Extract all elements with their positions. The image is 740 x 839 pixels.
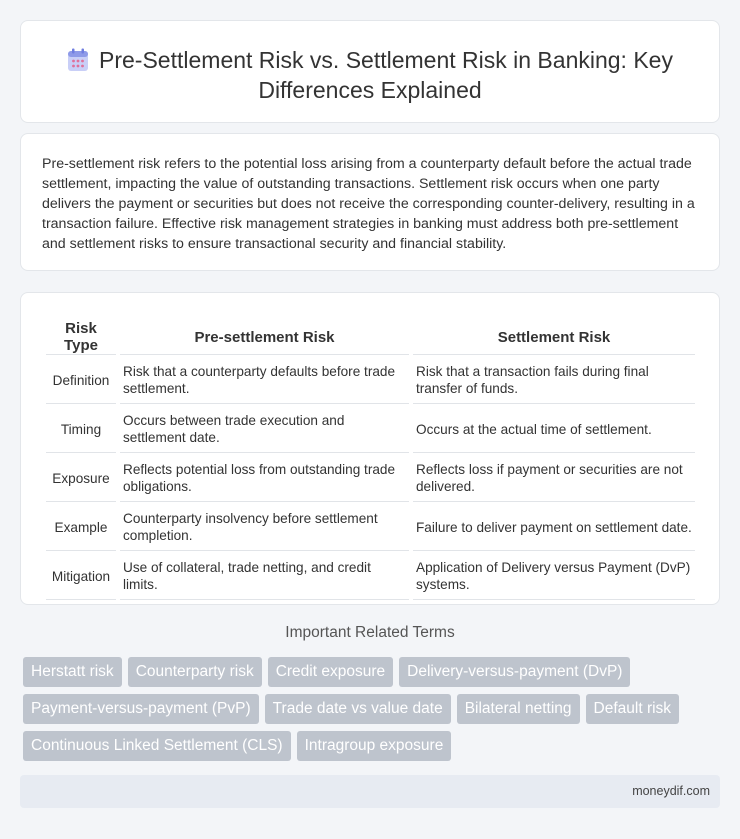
comparison-table — [42, 316, 699, 602]
title-card — [20, 20, 720, 123]
related-terms-heading: Important Related Terms — [285, 624, 455, 641]
related-term-tag[interactable]: Continuous Linked Settlement (CLS) — [23, 731, 291, 761]
page-title — [21, 45, 719, 105]
footer-bar — [20, 775, 720, 808]
pre-settlement-cell: Use of collateral, trade netting, and credit limits. — [120, 553, 409, 600]
related-term-tag[interactable]: Trade date vs value date — [265, 694, 451, 724]
column-header-settlement: Settlement Risk — [413, 318, 695, 355]
pre-settlement-cell: Risk that a counterparty defaults before trade settlement. — [120, 357, 409, 404]
table-row — [46, 455, 695, 502]
related-term-tag[interactable]: Delivery-versus-payment (DvP) — [399, 657, 630, 687]
table-row — [46, 504, 695, 551]
calendar-icon — [67, 48, 89, 72]
related-term-tag[interactable]: Payment-versus-payment (PvP) — [23, 694, 259, 724]
risk-type-cell: Example — [46, 504, 116, 551]
related-term-tag[interactable]: Credit exposure — [268, 657, 393, 687]
summary-card — [20, 133, 720, 271]
comparison-card — [20, 292, 720, 605]
risk-type-cell: Definition — [46, 357, 116, 404]
related-term-tag[interactable]: Default risk — [586, 694, 680, 724]
pre-settlement-cell: Reflects potential loss from outstanding trade obligations. — [120, 455, 409, 502]
pre-settlement-cell: Counterparty insolvency before settlement completion. — [120, 504, 409, 551]
related-term-tag[interactable]: Bilateral netting — [457, 694, 580, 724]
risk-type-cell: Exposure — [46, 455, 116, 502]
related-term-tag[interactable]: Herstatt risk — [23, 657, 122, 687]
column-header-pre-settlement: Pre-settlement Risk — [120, 318, 409, 355]
related-terms-list — [23, 657, 713, 761]
pre-settlement-cell: Occurs between trade execution and settlement date. — [120, 406, 409, 453]
column-header-risk-type: Risk Type — [46, 318, 116, 355]
table-row — [46, 357, 695, 404]
risk-type-cell: Mitigation — [46, 553, 116, 600]
risk-type-cell: Timing — [46, 406, 116, 453]
page-title-text: Pre-Settlement Risk vs. Settlement Risk in Banking: Key Differences Explained — [99, 47, 673, 103]
settlement-cell: Application of Delivery versus Payment (DvP) systems. — [413, 553, 695, 600]
settlement-cell: Reflects loss if payment or securities are not delivered. — [413, 455, 695, 502]
settlement-cell: Risk that a transaction fails during final transfer of funds. — [413, 357, 695, 404]
settlement-cell: Failure to deliver payment on settlement date. — [413, 504, 695, 551]
settlement-cell: Occurs at the actual time of settlement. — [413, 406, 695, 453]
table-row — [46, 406, 695, 453]
related-term-tag[interactable]: Counterparty risk — [128, 657, 262, 687]
table-row — [46, 553, 695, 600]
summary-text: Pre-settlement risk refers to the potential loss arising from a counterparty default before the actual trade settlement, impacting the value of outstanding transactions. Settlement risk occurs when one party delivers the payment or securities but does not receive the corresponding counter-delivery, resulting in a transaction failure. Effective risk management strategies in banking must address both pre-settlement and settlement risks to ensure transactional security and financial stability. — [42, 156, 695, 252]
related-term-tag[interactable]: Intragroup exposure — [297, 731, 452, 761]
table-header-row — [46, 318, 695, 355]
footer-site-link[interactable]: moneydif.com — [632, 784, 710, 798]
